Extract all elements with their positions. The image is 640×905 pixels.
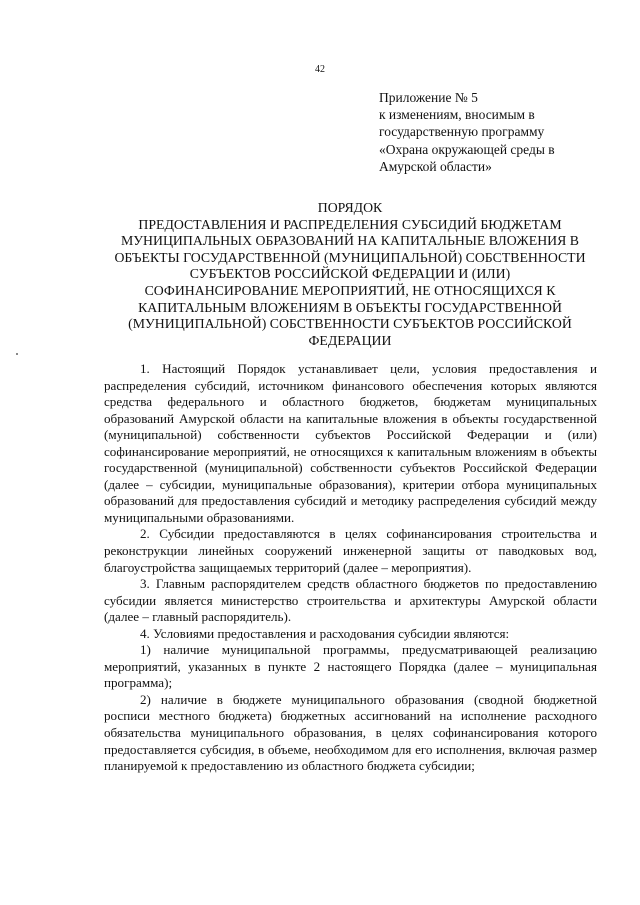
title-line: ОБЪЕКТЫ ГОСУДАРСТВЕННОЙ (МУНИЦИПАЛЬНОЙ) СОБСТВЕННОСТИ [114, 249, 586, 265]
appendix-line: к изменениям, вносимым в [379, 107, 535, 123]
title-line: (МУНИЦИПАЛЬНОЙ) СОБСТВЕННОСТИ СУБЪЕКТОВ РОССИЙСКОЙ [128, 316, 572, 332]
appendix-line: Амурской области» [379, 158, 492, 174]
title-line: ПОРЯДОК [317, 200, 383, 215]
appendix-line: государственную программу [379, 124, 545, 140]
document-title [100, 200, 600, 349]
title-line: ФЕДЕРАЦИИ [308, 332, 392, 348]
title-line: СУБЪЕКТОВ РОССИЙСКОЙ ФЕДЕРАЦИИ И (ИЛИ) [189, 266, 511, 282]
appendix-line: «Охрана окружающей среды в [379, 141, 555, 157]
title-line: КАПИТАЛЬНЫМ ВЛОЖЕНИЯМ В ОБЪЕКТЫ ГОСУДАРСТВЕННОЙ [138, 299, 562, 315]
page-number: 42 [315, 64, 325, 75]
title-line: СОФИНАНСИРОВАНИЕ МЕРОПРИЯТИЙ, НЕ ОТНОСЯЩИХСЯ К [144, 282, 556, 298]
paragraph-4-item-1: 1) наличие муниципальной программы, предусматривающей реализацию мероприятий, указанных в пункте 2 настоящего Порядка (далее – муниципальная программа); [104, 642, 597, 691]
appendix-note [379, 89, 629, 175]
paragraph-1: 1. Настоящий Порядок устанавливает цели, условия предоставления и распределения субсидий, источником финансового обеспечения которых являются средства федерального и областного бюджетов, бюджетам муниципальных образований Амурской области на капитальные вложения в объекты государственной (муниципальной) собственности субъектов Российской Федерации и (или) софинансирование мероприятий, не относящихся к капитальным вложениям в объекты государственной (муниципальной) собственности субъектов Российской Федерации (далее – субсидии, муниципальные образования), критерии отбора муниципальных образований для предоставления субсидий и методику распределения субсидий между муниципальными образованиями. [104, 361, 597, 525]
appendix-line: Приложение № 5 [379, 90, 478, 105]
paragraph-4: 4. Условиями предоставления и расходования субсидии являются: [140, 625, 510, 641]
paragraph-4-item-2: 2) наличие в бюджете муниципального образования (сводной бюджетной росписи местного бюджета) бюджетных ассигнований на исполнение расходного обязательства муниципального образования, в целях софинансирования которого предоставляется субсидия, в объеме, необходимом для его исполнения, включая размер планируемой к предоставлению из областного бюджета субсидии; [104, 691, 597, 774]
scan-speck [16, 353, 18, 355]
paragraph-2: 2. Субсидии предоставляются в целях софинансирования строительства и реконструкции линейных сооружений инженерной защиты от паводковых вод, благоустройства защищаемых территорий (далее – мероприятия). [104, 526, 597, 575]
paragraph-3: 3. Главным распорядителем средств областного бюджетов по предоставлению субсидии является министерство строительства и архитектуры Амурской области (далее – главный распорядитель). [104, 576, 597, 625]
title-line: МУНИЦИПАЛЬНЫХ ОБРАЗОВАНИЙ НА КАПИТАЛЬНЫЕ ВЛОЖЕНИЯ В [121, 233, 579, 249]
title-line: ПРЕДОСТАВЛЕНИЯ И РАСПРЕДЕЛЕНИЯ СУБСИДИЙ БЮДЖЕТАМ [138, 216, 562, 232]
document-body [104, 361, 597, 775]
